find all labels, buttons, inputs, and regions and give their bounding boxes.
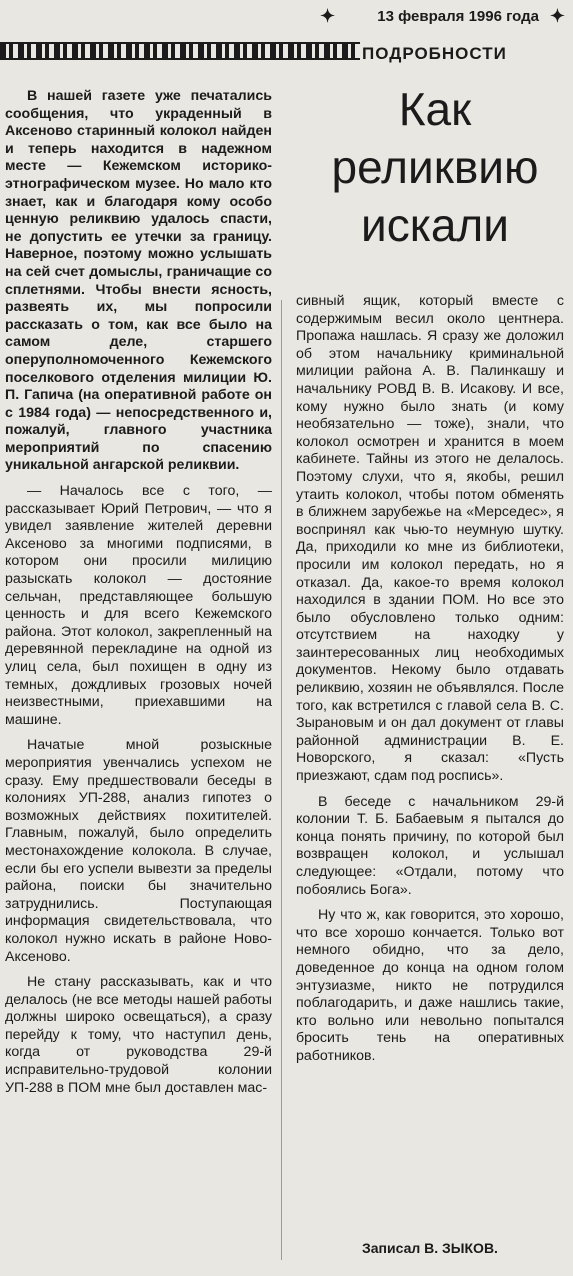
star-ornament-icon: ✦ — [320, 6, 336, 26]
article-paragraph: В беседе с начальником 29-й колонии Т. Б. Бабаевым я пытался до конца понять причину, по которой был возвращен колокол, и услышал следующее: «Отдали, потому что побоялись Бога». — [296, 793, 564, 898]
page-header — [0, 0, 573, 34]
headline-line: Как — [398, 83, 472, 135]
headline-line: реликвию — [331, 141, 539, 193]
headline-line: искали — [361, 199, 509, 251]
article-paragraph: Ну что ж, как говорится, это хорошо, что все хорошо кончается. Только вот немного обидно, что за дело, доведенное до конца на одном голом энтузиазме, никто не потрудился поблагодарить, и даже нашлись такие, кто вольно или невольно попытался бросить тень на оперативных работников. — [296, 907, 564, 1064]
article-lead-paragraph: В нашей газете уже печатались сообщения, что украденный в Аксеново старинный колокол найден и теперь находится в надежном месте — Кежемском историко-этнографическом музее. Но мало кто знает, как и благодаря кому особо ценную реликвию удалось спасти, не допустить ее утечки за границу. Наверное, поэтому можно услышать на сей счет домыслы, граничащие со сплетнями. Чтобы внести ясность, развеять их, мы попросили рассказать о том, как все было на самом деле, старшего оперуполномоченного Кежемского поселкового отделения милиции Ю. П. Гапича (на оперативной работе он с 1984 года) — непосредственного и, пожалуй, главного участника мероприятий по спасению уникальной ангарской реликвии. — [5, 88, 272, 474]
section-rubric: ПОДРОБНОСТИ — [362, 44, 507, 63]
article-column-right — [296, 293, 564, 1066]
issue-date: 13 февраля 1996 года — [377, 8, 539, 25]
article-headline — [300, 80, 570, 254]
star-ornament-icon: ✦ — [549, 6, 565, 26]
decorative-border — [0, 42, 360, 60]
article-paragraph: Не стану рассказывать, как и что делалось (не все методы нашей работы должны широко освещаться), а сразу перейду к тому, что наступил день, когда от руководства 29-й исправительно-трудовой колонии УП-288 в ПОМ мне был доставлен мас- — [5, 974, 272, 1096]
column-divider — [281, 300, 282, 1260]
article-paragraph: Начатые мной розыскные мероприятия увенчались успехом не сразу. Ему предшествовали беседы в колониях УП-288, анализ гипотез о возможных действиях похитителей. Главным, пожалуй, было определить местонахождение колокола. В случае, если бы его успели вывезти за пределы района, поиски бы значительно затруднились. Поступающая информация свидетельствовала, что колокол нужно искать в районе Ново-Аксеново. — [5, 737, 272, 965]
article-paragraph: — Началось все с того, — рассказывает Юрий Петрович, — что я увидел заявление жителей деревни Аксеново за многими подписями, в котором они просили милицию разыскать колокол — достояние сельчан, представляющее большую ценность и для всего Кежемского района. Этот колокол, закрепленный на деревянной перекладине на одной из улиц села, был похищен в одну из темных, дождливых грозовых ночей неизвестными, приехавшими на машине. — [5, 483, 272, 728]
article-signature: Записал В. ЗЫКОВ. — [362, 1240, 498, 1256]
article-paragraph: сивный ящик, который вместе с содержимым весил около центнера. Пропажа нашлась. Я сразу же доложил об этом начальнику криминальной милиции района А. В. Палинкашу и начальнику РОВД В. В. Исакову. И все, кому нужно было знать (и кому необязательно — тоже), знали, что колокол осмотрен и хранится в моем кабинете. Тайны из этого не делалось. Поэтому слухи, что я, якобы, решил утаить колокол, чтобы потом обменять в ближнем зарубежье на «Мерседес», я воспринял как чью-то неумную шутку. Да, приходили ко мне из библиотеки, просили им колокол передать, но я отказал. Да, какое-то время колокол находился в здании ПОМ. Но все это было обусловлено только одним: отсутствием на находку у заинтересованных лиц необходимых документов. Некому было отдавать реликвию, хозяин не объявлялся. После того, как встретился с главой села В. С. Зырановым и он дал документ от главы районной администрации В. Е. Новорского, я сказал: «Пусть приезжают, сдам под роспись». — [296, 293, 564, 785]
article-column-left — [5, 88, 272, 1097]
